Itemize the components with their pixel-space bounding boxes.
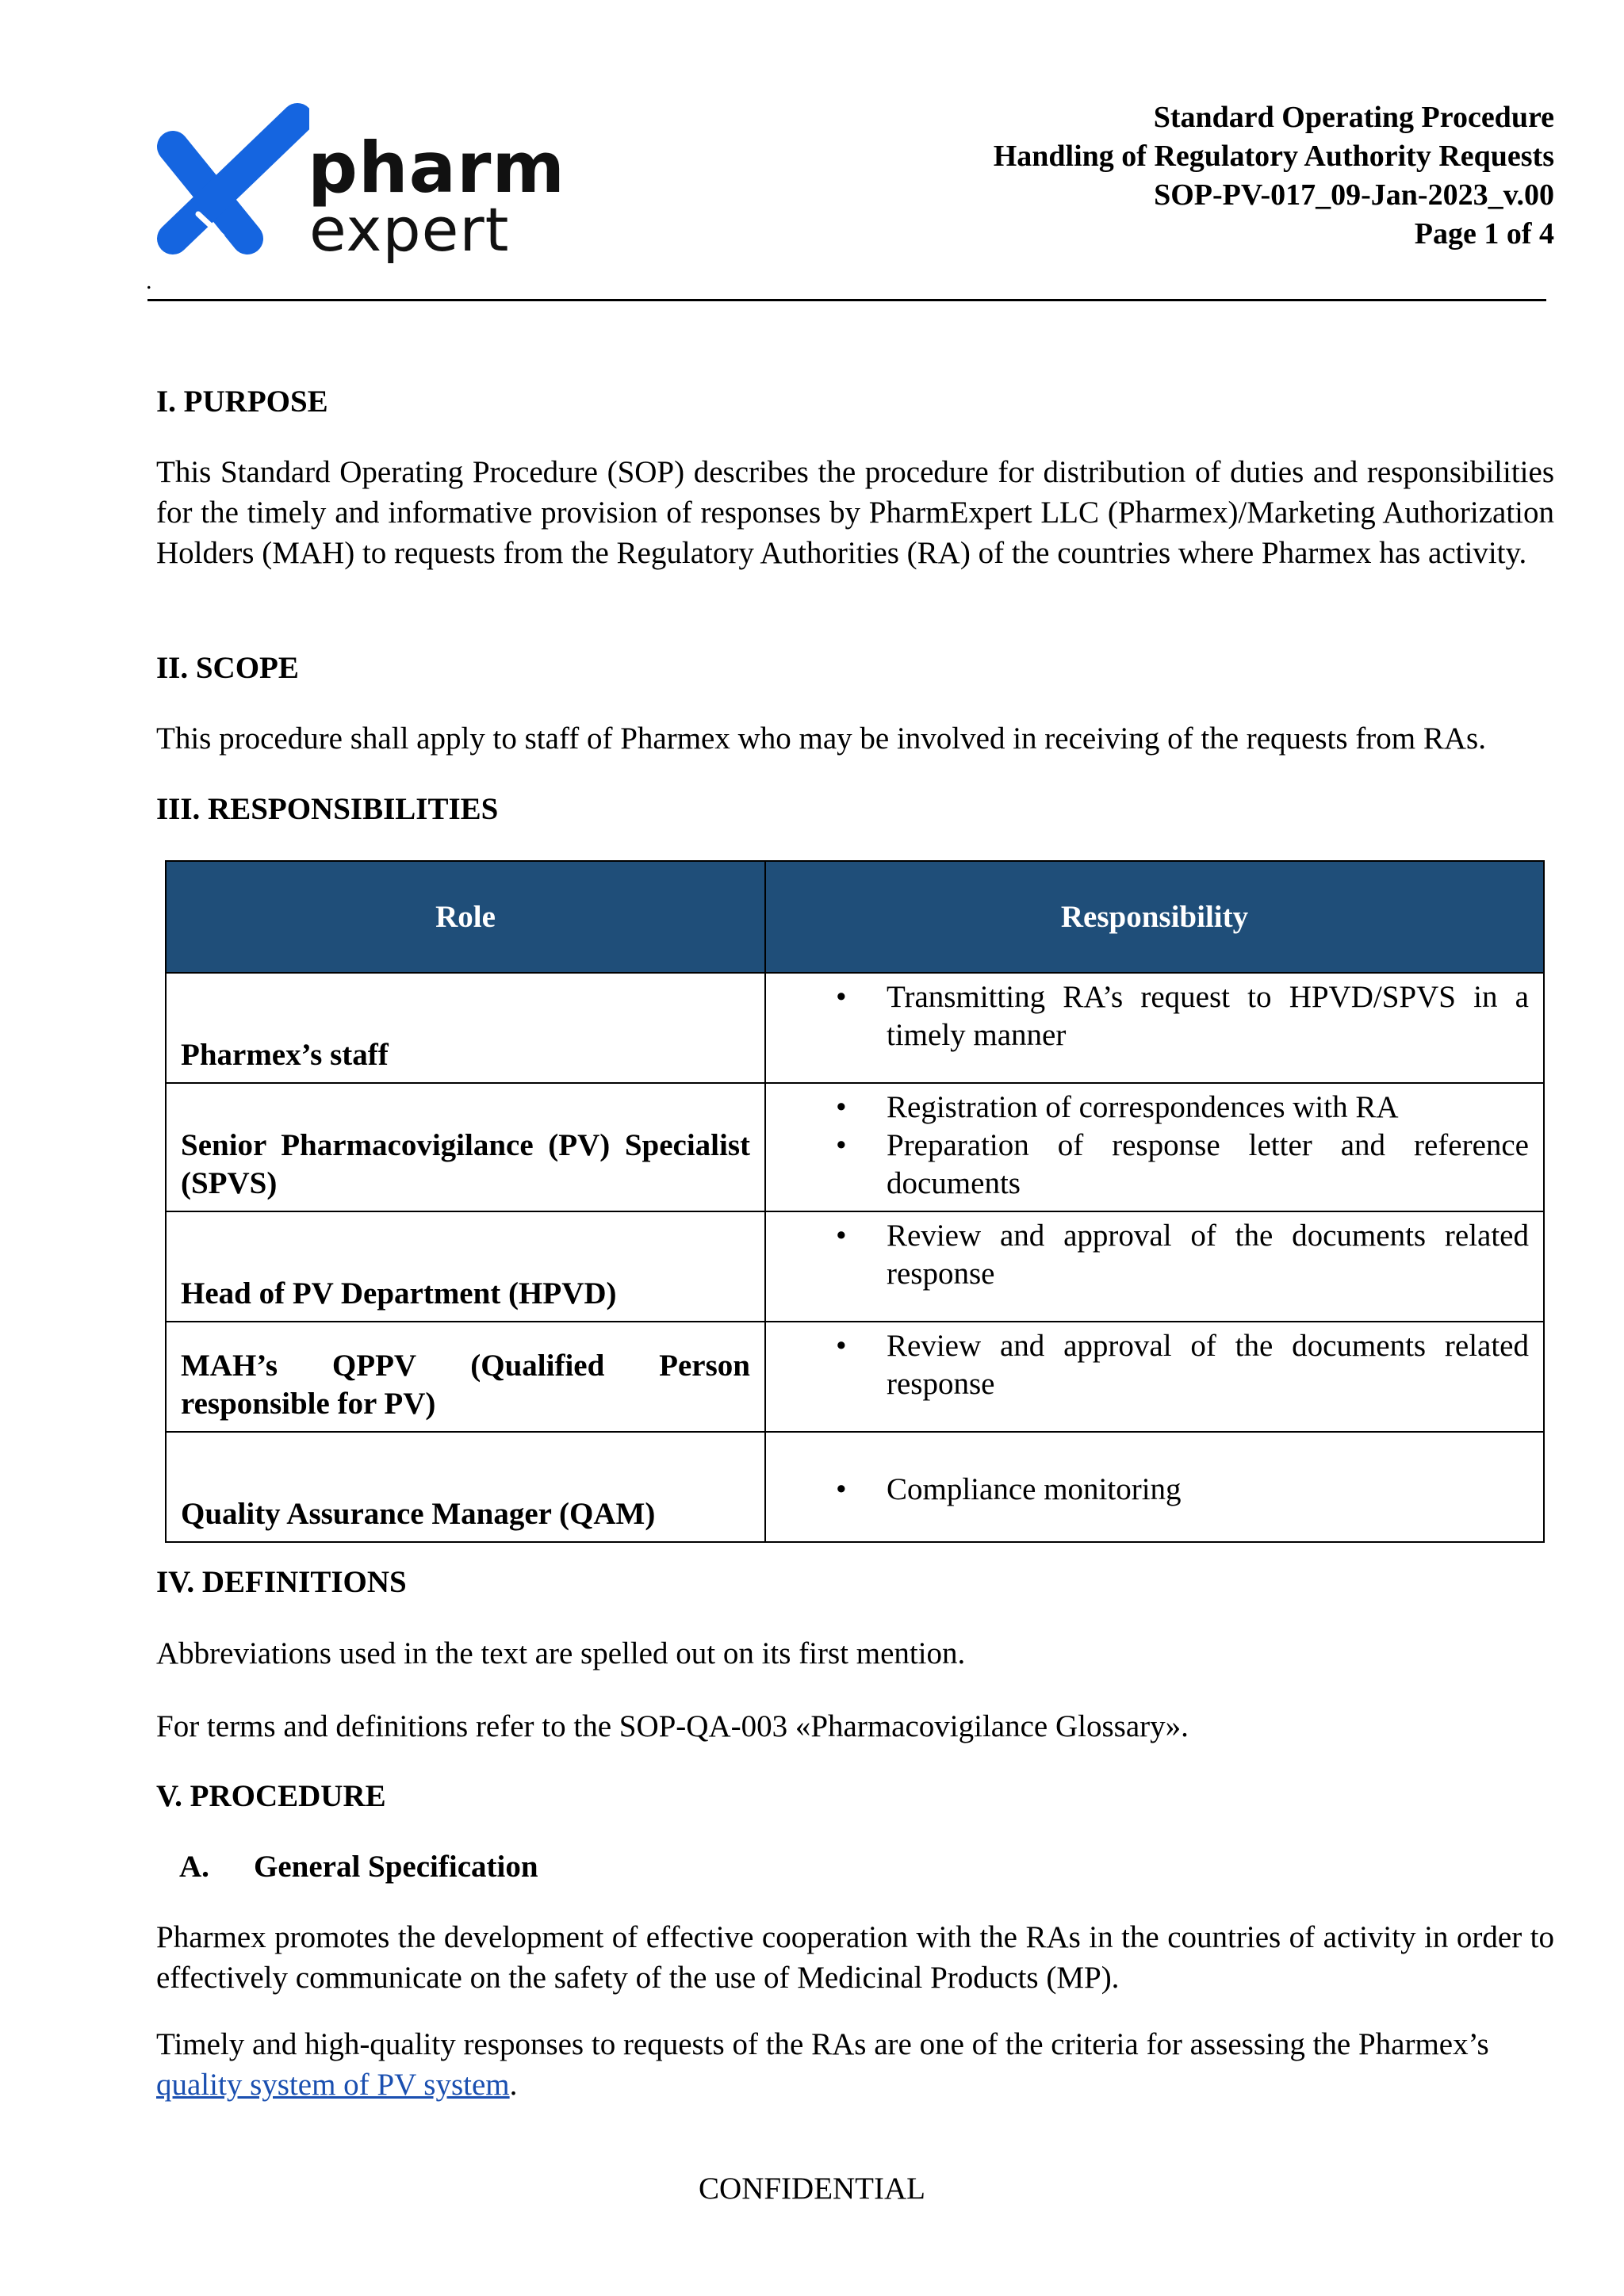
purpose-text: This Standard Operating Procedure (SOP) describes the procedure for distribution of duties and responsibilities for the timely and informative provision of responses by PharmExpert LLC (Pharmex)/Marketing Authorization Holders (MAH) to requests from the Regulatory Authorities (RA) of the countries where Pharmex has activity. (156, 455, 1554, 570)
procedure-quality-text (156, 2024, 1554, 2105)
header-doc-code: SOP-PV-017_09-Jan-2023_v.00 (1154, 178, 1554, 212)
definitions-abbreviations-text: Abbreviations used in the text are spelled out on its first mention. (156, 1636, 966, 1670)
table-header-row (166, 861, 1544, 973)
header-page-number: Page 1 of 4 (1414, 217, 1554, 251)
column-header-role: Role (166, 861, 765, 973)
purpose-heading: I. PURPOSE (156, 385, 328, 419)
logo-word-expert: expert (309, 194, 510, 265)
definitions-glossary-text: For terms and definitions refer to the SOP-QA-003 «Pharmacovigilance Glossary». (156, 1709, 1189, 1743)
responsibilities-table (165, 860, 1545, 1543)
procedure-general-text: Pharmex promotes the development of effective cooperation with the RAs in the countries of activity in order to effectively communicate on the safety of the use of Medicinal Products (MP). (156, 1920, 1554, 1995)
list-item (780, 1471, 1529, 1509)
logo-word-pharm: pharm (308, 127, 566, 209)
bullet-icon: • (836, 1090, 847, 1124)
responsibility-text: Review and approval of the documents related response (887, 1329, 1529, 1401)
bullet-icon: • (836, 1472, 847, 1506)
confidential-footer: CONFIDENTIAL (699, 2172, 925, 2206)
header-doc-title: Handling of Regulatory Authority Requests (993, 140, 1554, 173)
responsibility-text: Review and approval of the documents related response (887, 1219, 1529, 1291)
header-dot: . (146, 268, 152, 294)
definitions-heading: IV. DEFINITIONS (156, 1565, 407, 1599)
role-cell: Quality Assurance Manager (QAM) (166, 1432, 765, 1542)
table-row (166, 973, 1544, 1083)
role-cell: Pharmex’s staff (166, 973, 765, 1083)
column-header-responsibility: Responsibility (765, 861, 1544, 973)
procedure-quality-text-end: . (509, 2068, 518, 2102)
responsibility-cell (765, 1322, 1544, 1432)
pharmexpert-logo (151, 103, 566, 265)
subsection-letter: A. (179, 1850, 209, 1884)
x-mark-icon (151, 103, 309, 262)
table-row (166, 1211, 1544, 1322)
role-cell: MAH’s QPPV (Qualified Person responsible for PV) (166, 1322, 765, 1432)
bullet-icon: • (836, 1329, 847, 1363)
table-row (166, 1322, 1544, 1432)
scope-text: This procedure shall apply to staff of Pharmex who may be involved in receiving of the requests from RAs. (156, 721, 1486, 756)
table-row (166, 1083, 1544, 1211)
responsibilities-heading: III. RESPONSIBILITIES (156, 792, 499, 826)
quality-system-link[interactable]: quality system of PV system (156, 2068, 510, 2102)
document-header-info (994, 98, 1554, 254)
scope-heading: II. SCOPE (156, 651, 299, 685)
list-item (780, 978, 1529, 1054)
header-doc-type: Standard Operating Procedure (1153, 101, 1554, 134)
list-item (780, 1327, 1529, 1403)
role-cell: Head of PV Department (HPVD) (166, 1211, 765, 1322)
responsibility-cell (765, 1083, 1544, 1211)
bullet-icon: • (836, 1219, 847, 1253)
list-item (780, 1217, 1529, 1293)
role-cell: Senior Pharmacovigilance (PV) Specialist (SPVS) (166, 1083, 765, 1211)
responsibility-text: Preparation of response letter and reference documents (887, 1128, 1529, 1200)
list-item (780, 1127, 1529, 1203)
responsibility-text: Transmitting RA’s request to HPVD/SPVS in a timely manner (887, 980, 1529, 1052)
responsibility-cell (765, 973, 1544, 1083)
responsibility-text: Registration of correspondences with RA (887, 1090, 1399, 1124)
list-item (780, 1089, 1529, 1127)
bullet-icon: • (836, 980, 847, 1014)
responsibility-cell (765, 1211, 1544, 1322)
procedure-quality-text-start: Timely and high-quality responses to requests of the RAs are one of the criteria for assessing the Pharmex’s (156, 2027, 1489, 2061)
responsibility-text: Compliance monitoring (887, 1472, 1182, 1506)
table-row (166, 1432, 1544, 1542)
responsibility-cell (765, 1432, 1544, 1542)
procedure-heading: V. PROCEDURE (156, 1779, 386, 1813)
header-divider (147, 299, 1546, 301)
subsection-title: General Specification (254, 1850, 538, 1884)
bullet-icon: • (836, 1128, 847, 1162)
